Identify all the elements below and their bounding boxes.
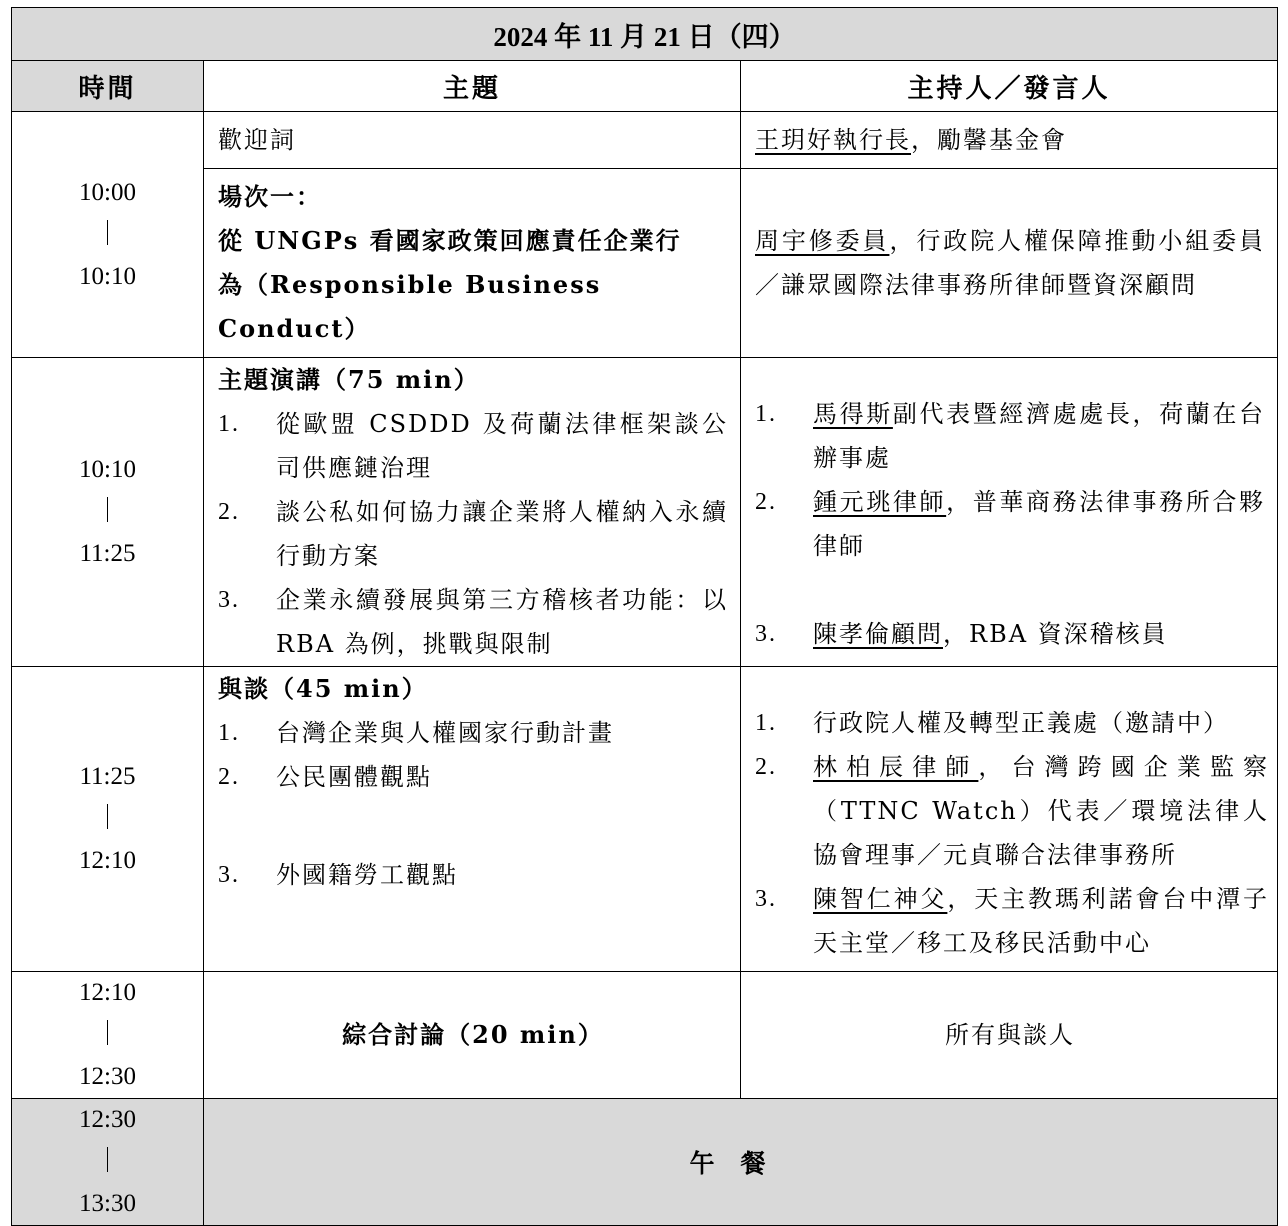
item-number: 1. xyxy=(755,401,777,427)
item-number: 3. xyxy=(218,587,240,613)
list-item xyxy=(755,745,1269,877)
item-text: 台灣企業與人權國家行動計畫 xyxy=(276,719,614,747)
list-item xyxy=(218,578,728,666)
time-end: 11:25 xyxy=(79,540,136,567)
speaker-name: 王玥好執行長 xyxy=(755,126,911,154)
list-item xyxy=(755,877,1269,965)
item-number: 3. xyxy=(218,862,240,888)
item-text: 公民團體觀點 xyxy=(276,763,432,791)
time-start: 11:25 xyxy=(79,763,136,790)
time-dash: ｜ xyxy=(94,1148,120,1175)
item-number: 2. xyxy=(755,489,777,515)
keynote-speaker-list xyxy=(755,392,1265,656)
header-speaker: 主持人／發言人 xyxy=(741,61,1278,112)
welcome-topic: 歡迎詞 xyxy=(204,112,741,169)
speaker-name: 馬得斯 xyxy=(813,400,893,428)
list-item xyxy=(218,490,728,578)
welcome-speaker xyxy=(741,112,1278,169)
time-slot-3 xyxy=(12,667,204,972)
time-start: 10:00 xyxy=(79,178,136,206)
discussion-speaker: 所有與談人 xyxy=(741,972,1278,1099)
list-item xyxy=(755,701,1269,745)
item-text: 談公私如何協力讓企業將人權納入永續行動方案 xyxy=(276,498,728,570)
time-start: 12:10 xyxy=(79,979,136,1006)
header-topic: 主題 xyxy=(204,61,741,112)
speaker-org: ，天主教瑪利諾會台中潭子天主堂／移工及移民活動中心 xyxy=(813,885,1270,957)
list-item xyxy=(218,402,728,490)
item-text: 外國籍勞工觀點 xyxy=(276,861,458,889)
time-dash: ｜ xyxy=(94,498,120,525)
time-end: 12:30 xyxy=(79,1063,136,1090)
item-number: 1. xyxy=(755,710,777,736)
speaker-org: ，台灣跨國企業監察（TTNC Watch）代表／環境法律人協會理事／元貞聯合法律事務所 xyxy=(813,753,1270,869)
keynote-speakers xyxy=(741,358,1278,667)
panel-heading: 與談（45 min） xyxy=(218,674,428,703)
session-title-line2: 為（Responsible Business Conduct） xyxy=(218,270,602,343)
time-start: 12:30 xyxy=(79,1106,136,1133)
time-dash: ｜ xyxy=(94,220,120,248)
session-label: 場次一： xyxy=(218,182,322,211)
lunch-break: 午餐 xyxy=(204,1099,1278,1226)
session-one-speaker xyxy=(741,169,1278,358)
item-number: 2. xyxy=(755,754,777,780)
speaker-org: ，普華商務法律事務所合夥律師 xyxy=(813,488,1266,560)
list-item xyxy=(755,392,1265,480)
speaker-org: 行政院人權及轉型正義處（邀請中） xyxy=(813,709,1229,737)
list-item xyxy=(218,853,728,897)
item-text: 企業永續發展與第三方稽核者功能：以 RBA 為例，挑戰與限制 xyxy=(276,586,728,658)
speaker-org: 副代表暨經濟處處長，荷蘭在台辦事處 xyxy=(813,400,1266,472)
item-number: 2. xyxy=(218,499,240,525)
speaker-name: 陳孝倫顧問 xyxy=(813,620,943,648)
header-time: 時間 xyxy=(12,61,204,112)
item-number: 1. xyxy=(218,720,240,746)
session-title-line1: 從 UNGPs 看國家政策回應責任企業行 xyxy=(218,226,682,255)
time-slot-4 xyxy=(12,972,204,1099)
time-slot-1 xyxy=(12,112,204,358)
panel-topic-list xyxy=(218,711,728,897)
speaker-org: ，RBA 資深稽核員 xyxy=(943,620,1168,648)
speaker-name: 鍾元珧律師 xyxy=(813,488,947,516)
list-item xyxy=(755,612,1265,656)
session-one-topic xyxy=(204,169,741,358)
item-number: 1. xyxy=(218,411,240,437)
list-item xyxy=(755,480,1265,568)
panel-speaker-list xyxy=(755,701,1269,965)
discussion-topic: 綜合討論（20 min） xyxy=(204,972,741,1099)
time-end: 12:10 xyxy=(79,847,136,874)
speaker-name: 陳智仁神父 xyxy=(813,885,948,913)
agenda-table xyxy=(11,7,1278,1226)
time-dash: ｜ xyxy=(94,805,120,832)
speaker-org: ，行政院人權保障推動小組委員／謙眾國際法律事務所律師暨資深顧問 xyxy=(755,227,1266,299)
list-item xyxy=(218,755,728,799)
list-spacer xyxy=(755,568,1265,612)
speaker-name: 林柏辰律師 xyxy=(813,753,979,781)
item-number: 3. xyxy=(755,886,777,912)
item-number: 2. xyxy=(218,764,240,790)
panel-speakers xyxy=(741,667,1278,972)
time-start: 10:10 xyxy=(79,456,136,483)
time-end: 13:30 xyxy=(79,1190,136,1217)
item-number: 3. xyxy=(755,621,777,647)
time-end: 10:10 xyxy=(79,262,136,290)
keynote-topic xyxy=(204,358,741,667)
speaker-org: ，勵馨基金會 xyxy=(911,126,1067,154)
time-slot-2 xyxy=(12,358,204,667)
time-dash: ｜ xyxy=(94,1021,120,1048)
list-item xyxy=(218,711,728,755)
agenda-date-title: 2024 年 11 月 21 日（四） xyxy=(12,8,1278,61)
keynote-heading: 主題演講（75 min） xyxy=(218,365,480,394)
list-spacer xyxy=(218,799,728,843)
time-slot-5 xyxy=(12,1099,204,1226)
panel-topic xyxy=(204,667,741,972)
speaker-name: 周宇修委員 xyxy=(755,227,890,255)
item-text: 從歐盟 CSDDD 及荷蘭法律框架談公司供應鏈治理 xyxy=(276,410,728,482)
keynote-topic-list xyxy=(218,402,728,666)
